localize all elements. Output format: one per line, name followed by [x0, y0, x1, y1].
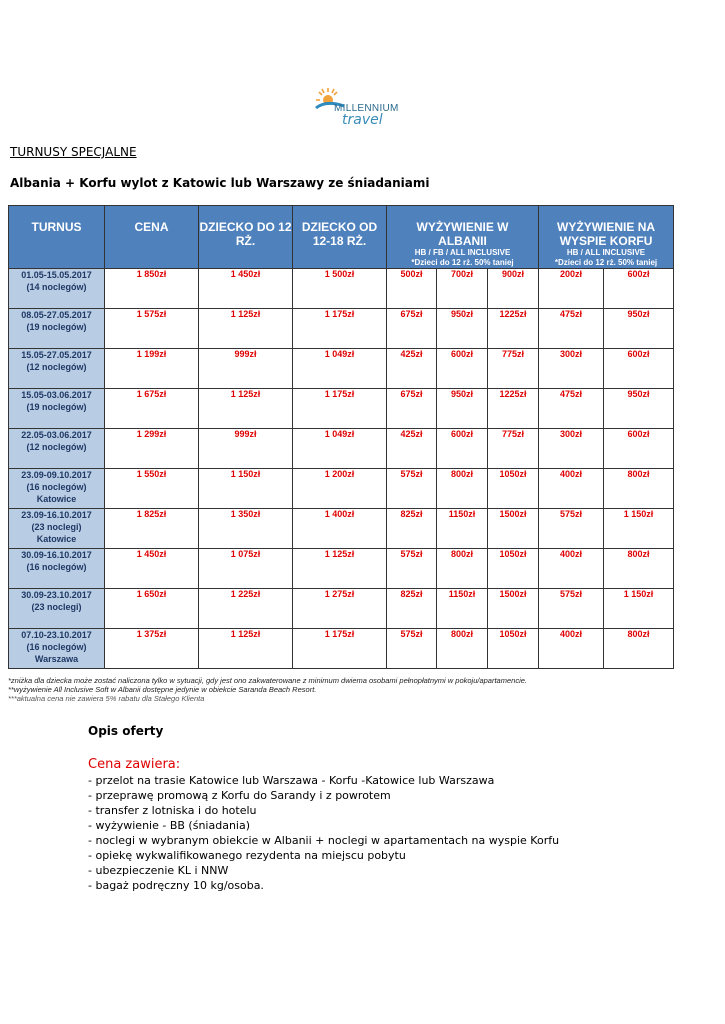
- cell-korfu-ai: 800zł: [604, 629, 674, 669]
- cell-albania-hb: 425zł: [387, 349, 437, 389]
- cell-cena: 1 675zł: [105, 389, 199, 429]
- cell-cena: 1 650zł: [105, 589, 199, 629]
- price-table: [8, 205, 674, 669]
- turnus-line: (16 noclegów): [26, 642, 87, 652]
- cell-cena: 1 375zł: [105, 629, 199, 669]
- cell-dziecko-od: 1 175zł: [293, 389, 387, 429]
- cell-korfu-ai: 600zł: [604, 429, 674, 469]
- footnote-all-inclusive: **wyżywienie All Inclusive Soft w Albanii dostępne jedynie w obiekcie Saranda Beach Resort.: [8, 685, 317, 694]
- cell-albania-hb: 575zł: [387, 469, 437, 509]
- cell-turnus: [9, 589, 105, 629]
- cell-albania-hb: 575zł: [387, 549, 437, 589]
- cell-albania-fb: 700zł: [437, 269, 488, 309]
- cell-albania-fb: 600zł: [437, 429, 488, 469]
- cell-korfu-hb: 400zł: [539, 469, 604, 509]
- turnus-line: 01.05-15.05.2017: [21, 270, 92, 280]
- cell-korfu-hb: 400zł: [539, 549, 604, 589]
- cell-dziecko-do: 999zł: [199, 429, 293, 469]
- cell-albania-hb: 500zł: [387, 269, 437, 309]
- cell-albania-fb: 1150zł: [437, 589, 488, 629]
- turnus-line: Warszawa: [34, 654, 79, 664]
- turnus-line: Katowice: [36, 534, 77, 544]
- cell-korfu-hb: 300zł: [539, 429, 604, 469]
- turnus-line: Katowice: [36, 494, 77, 504]
- cell-turnus: [9, 349, 105, 389]
- cell-korfu-ai: 800zł: [604, 549, 674, 589]
- cell-cena: 1 850zł: [105, 269, 199, 309]
- table-row: [9, 469, 674, 509]
- cell-korfu-hb: 475zł: [539, 309, 604, 349]
- list-item: - transfer z lotniska i do hotelu: [88, 804, 257, 817]
- cell-turnus: [9, 269, 105, 309]
- cell-dziecko-od: 1 275zł: [293, 589, 387, 629]
- cell-korfu-ai: 950zł: [604, 389, 674, 429]
- header-cena: CENA: [105, 206, 199, 269]
- header-dziecko-do: DZIECKO DO 12 RŻ.: [199, 206, 293, 269]
- cell-cena: 1 450zł: [105, 549, 199, 589]
- turnus-line: (19 noclegów): [26, 402, 87, 412]
- cell-albania-fb: 950zł: [437, 389, 488, 429]
- cell-albania-fb: 800zł: [437, 469, 488, 509]
- header-dziecko-od: DZIECKO OD 12-18 RŻ.: [293, 206, 387, 269]
- cell-albania-fb: 1150zł: [437, 509, 488, 549]
- cell-dziecko-od: 1 175zł: [293, 629, 387, 669]
- cell-korfu-ai: 1 150zł: [604, 589, 674, 629]
- header-korfu: WYŻYWIENIE NA WYSPIE KORFU HB / ALL INCLUSIVE *Dzieci do 12 rż. 50% taniej: [539, 206, 674, 269]
- cell-albania-ai: 1500zł: [488, 589, 539, 629]
- cell-albania-fb: 800zł: [437, 549, 488, 589]
- cell-cena: 1 199zł: [105, 349, 199, 389]
- turnus-line: 08.05-27.05.2017: [21, 310, 92, 320]
- logo-subtitle: travel: [342, 112, 383, 128]
- turnus-line: (19 noclegów): [26, 322, 87, 332]
- cell-turnus: [9, 429, 105, 469]
- cell-turnus: [9, 389, 105, 429]
- cell-dziecko-od: 1 125zł: [293, 549, 387, 589]
- footnotes: [8, 676, 527, 703]
- cell-cena: 1 825zł: [105, 509, 199, 549]
- table-header-row: [9, 206, 674, 269]
- cell-albania-ai: 1225zł: [488, 389, 539, 429]
- cell-albania-ai: 1225zł: [488, 309, 539, 349]
- cell-albania-ai: 1050zł: [488, 629, 539, 669]
- turnus-line: (23 noclegi): [31, 602, 82, 612]
- cell-cena: 1 299zł: [105, 429, 199, 469]
- cell-albania-fb: 600zł: [437, 349, 488, 389]
- table-row: [9, 389, 674, 429]
- cell-korfu-ai: 600zł: [604, 269, 674, 309]
- price-includes-title: Cena zawiera:: [88, 757, 181, 772]
- table-row: [9, 509, 674, 549]
- cell-turnus: [9, 549, 105, 589]
- cell-korfu-hb: 200zł: [539, 269, 604, 309]
- cell-korfu-hb: 300zł: [539, 349, 604, 389]
- list-item: - ubezpieczenie KL i NNW: [88, 864, 229, 877]
- cell-albania-hb: 825zł: [387, 509, 437, 549]
- cell-korfu-hb: 575zł: [539, 509, 604, 549]
- table-row: [9, 629, 674, 669]
- cell-korfu-hb: 575zł: [539, 589, 604, 629]
- turnus-line: (12 noclegów): [26, 442, 87, 452]
- cell-turnus: [9, 629, 105, 669]
- cell-cena: 1 550zł: [105, 469, 199, 509]
- turnus-line: (16 noclegów): [26, 482, 87, 492]
- turnus-line: 30.09-23.10.2017: [21, 590, 92, 600]
- cell-albania-fb: 800zł: [437, 629, 488, 669]
- cell-dziecko-od: 1 049zł: [293, 429, 387, 469]
- cell-dziecko-od: 1 500zł: [293, 269, 387, 309]
- cell-dziecko-do: 1 125zł: [199, 309, 293, 349]
- turnus-line: 23.09-16.10.2017: [21, 510, 92, 520]
- turnus-line: (12 noclegów): [26, 362, 87, 372]
- turnus-line: (14 noclegów): [26, 282, 87, 292]
- turnus-line: 22.05-03.06.2017: [21, 430, 92, 440]
- table-row: [9, 429, 674, 469]
- offer-subtitle: Albania + Korfu wylot z Katowic lub Warszawy ze śniadaniami: [10, 176, 430, 190]
- cell-albania-hb: 575zł: [387, 629, 437, 669]
- list-item: - noclegi w wybranym obiekcie w Albanii + noclegi w apartamentach na wyspie Korfu: [88, 834, 560, 847]
- price-includes-list: [88, 773, 559, 893]
- cell-dziecko-do: 1 125zł: [199, 389, 293, 429]
- cell-korfu-ai: 1 150zł: [604, 509, 674, 549]
- cell-turnus: [9, 469, 105, 509]
- table-row: [9, 589, 674, 629]
- offer-description-title: Opis oferty: [88, 724, 164, 738]
- cell-turnus: [9, 309, 105, 349]
- section-title: TURNUSY SPECJALNE: [10, 145, 137, 159]
- cell-albania-ai: 775zł: [488, 349, 539, 389]
- footnote-child-discount: *zniżka dla dziecka może zostać naliczona tylko w sytuacji, gdy jest ono zakwaterowane z minimum dwiema osobami pełnopłatnymi w pokoju/apartamencie.: [8, 676, 527, 685]
- cell-dziecko-do: 1 350zł: [199, 509, 293, 549]
- cell-cena: 1 575zł: [105, 309, 199, 349]
- cell-turnus: [9, 509, 105, 549]
- cell-dziecko-do: 1 150zł: [199, 469, 293, 509]
- list-item: - przelot na trasie Katowice lub Warszawa - Korfu -Katowice lub Warszawa: [88, 774, 495, 787]
- cell-dziecko-do: 1 075zł: [199, 549, 293, 589]
- company-logo: [314, 86, 424, 132]
- cell-albania-fb: 950zł: [437, 309, 488, 349]
- cell-dziecko-do: 999zł: [199, 349, 293, 389]
- table-row: [9, 549, 674, 589]
- table-row: [9, 349, 674, 389]
- list-item: - przeprawę promową z Korfu do Sarandy i z powrotem: [88, 789, 391, 802]
- cell-dziecko-od: 1 049zł: [293, 349, 387, 389]
- cell-korfu-hb: 400zł: [539, 629, 604, 669]
- list-item: - bagaż podręczny 10 kg/osoba.: [88, 879, 264, 892]
- cell-albania-hb: 675zł: [387, 309, 437, 349]
- cell-albania-ai: 775zł: [488, 429, 539, 469]
- turnus-line: (23 noclegi): [31, 522, 82, 532]
- header-albania: WYŻYWIENIE W ALBANII HB / FB / ALL INCLUSIVE *Dzieci do 12 rż. 50% taniej: [387, 206, 539, 269]
- turnus-line: 23.09-09.10.2017: [21, 470, 92, 480]
- turnus-line: 07.10-23.10.2017: [21, 630, 92, 640]
- cell-albania-hb: 825zł: [387, 589, 437, 629]
- cell-korfu-ai: 600zł: [604, 349, 674, 389]
- cell-dziecko-do: 1 225zł: [199, 589, 293, 629]
- list-item: - opiekę wykwalifikowanego rezydenta na miejscu pobytu: [88, 849, 406, 862]
- turnus-line: 15.05-03.06.2017: [21, 390, 92, 400]
- cell-albania-hb: 675zł: [387, 389, 437, 429]
- table-row: [9, 269, 674, 309]
- cell-albania-ai: 1050zł: [488, 549, 539, 589]
- list-item: - wyżywienie - BB (śniadania): [88, 819, 250, 832]
- cell-dziecko-do: 1 125zł: [199, 629, 293, 669]
- table-row: [9, 309, 674, 349]
- cell-dziecko-od: 1 400zł: [293, 509, 387, 549]
- turnus-line: (16 noclegów): [26, 562, 87, 572]
- turnus-line: 15.05-27.05.2017: [21, 350, 92, 360]
- cell-dziecko-od: 1 200zł: [293, 469, 387, 509]
- cell-albania-ai: 900zł: [488, 269, 539, 309]
- cell-korfu-ai: 950zł: [604, 309, 674, 349]
- cell-korfu-hb: 475zł: [539, 389, 604, 429]
- cell-albania-ai: 1050zł: [488, 469, 539, 509]
- cell-korfu-ai: 800zł: [604, 469, 674, 509]
- cell-albania-hb: 425zł: [387, 429, 437, 469]
- cell-dziecko-do: 1 450zł: [199, 269, 293, 309]
- header-turnus: TURNUS: [9, 206, 105, 269]
- footnote-loyalty-discount: ***aktualna cena nie zawiera 5% rabatu dla Stałego Klienta: [8, 694, 205, 703]
- logo-name: MILLENNIUM: [334, 103, 399, 114]
- turnus-line: 30.09-16.10.2017: [21, 550, 92, 560]
- cell-albania-ai: 1500zł: [488, 509, 539, 549]
- cell-dziecko-od: 1 175zł: [293, 309, 387, 349]
